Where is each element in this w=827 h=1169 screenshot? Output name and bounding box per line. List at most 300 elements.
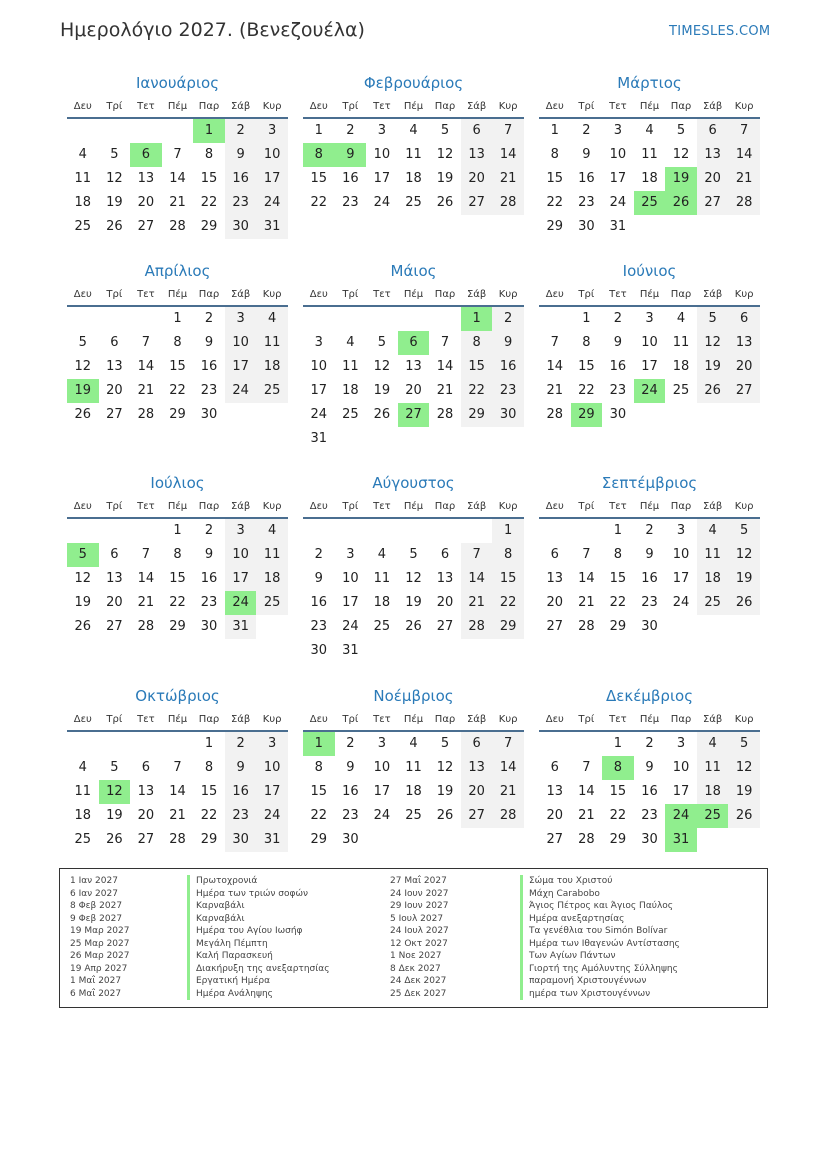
weekday-label: Παρ <box>198 714 220 725</box>
weekday-header <box>539 497 760 519</box>
day-cell: 20 <box>106 383 123 398</box>
weekday-header <box>539 285 760 307</box>
day-cell: 1 <box>613 736 623 751</box>
day-cell: 30 <box>641 619 658 634</box>
day-cell: 18 <box>256 355 288 379</box>
holiday-date: 27 Μαΐ 2027 <box>390 876 447 886</box>
day-cell: 29 <box>200 832 218 847</box>
weekday-label: Τρί <box>578 101 595 112</box>
day-cell: 12 <box>436 760 454 775</box>
day-cell: 24 <box>256 191 288 215</box>
day-cell: 28 <box>137 619 155 634</box>
day-cell: 3 <box>225 307 257 331</box>
day-cell: 21 <box>578 808 595 823</box>
day-cell: 27 <box>728 379 760 403</box>
day-cell: 20 <box>137 195 155 210</box>
day-cell: 25 <box>697 591 729 615</box>
weekday-label: Δευ <box>545 714 564 725</box>
day-cell: 10 <box>256 143 288 167</box>
day-grid <box>303 119 524 263</box>
day-cell: 3 <box>377 123 387 138</box>
day-cell: 14 <box>436 359 454 374</box>
holiday-day-cell: 27 <box>398 403 430 427</box>
holiday-day-cell: 29 <box>571 403 603 427</box>
day-cell: 11 <box>256 543 288 567</box>
holiday-day-cell: 24 <box>225 591 257 615</box>
day-cell: 24 <box>256 804 288 828</box>
day-cell: 30 <box>492 403 524 427</box>
day-cell: 19 <box>436 171 454 186</box>
holiday-name: παραμονή Χριστουγέννων <box>520 975 730 988</box>
day-cell: 5 <box>377 335 387 350</box>
day-cell: 21 <box>461 591 493 615</box>
weekday-label: Τετ <box>609 289 627 300</box>
weekday-header <box>67 285 288 307</box>
day-cell: 20 <box>436 595 454 610</box>
day-cell: 10 <box>641 335 658 350</box>
day-cell: 31 <box>609 219 627 234</box>
day-cell: 23 <box>492 379 524 403</box>
day-cell: 15 <box>609 571 627 586</box>
holiday-day-cell: 24 <box>634 379 666 403</box>
holiday-day-cell: 25 <box>634 191 666 215</box>
day-cell: 17 <box>342 595 359 610</box>
weekday-label: Παρ <box>198 289 220 300</box>
day-cell: 19 <box>697 355 729 379</box>
day-cell: 15 <box>609 784 627 799</box>
day-cell: 24 <box>373 195 391 210</box>
day-cell: 2 <box>645 523 654 538</box>
day-cell: 8 <box>550 147 559 162</box>
weekday-label: Δευ <box>545 101 564 112</box>
day-cell: 8 <box>314 760 323 775</box>
holiday-day-cell: 19 <box>665 167 697 191</box>
weekday-label: Κυρ <box>262 289 282 300</box>
day-cell: 6 <box>697 119 729 143</box>
weekday-label: Δευ <box>73 289 92 300</box>
day-cell: 28 <box>728 191 760 215</box>
day-cell: 21 <box>169 195 186 210</box>
weekday-label: Τρί <box>578 501 595 512</box>
day-cell: 27 <box>546 619 564 634</box>
day-cell: 5 <box>728 732 760 756</box>
day-cell: 15 <box>461 355 493 379</box>
weekday-label: Τρί <box>578 714 595 725</box>
day-cell: 23 <box>578 195 595 210</box>
month <box>303 472 524 663</box>
day-cell: 27 <box>106 407 123 422</box>
day-cell: 30 <box>578 219 595 234</box>
weekday-header <box>303 710 524 732</box>
holiday-date: 24 Ιουλ 2027 <box>390 926 449 936</box>
day-grid <box>303 307 524 451</box>
day-cell: 17 <box>641 359 658 374</box>
day-cell: 14 <box>137 359 155 374</box>
day-cell: 13 <box>405 359 422 374</box>
day-cell: 12 <box>74 359 92 374</box>
weekday-label: Παρ <box>198 101 220 112</box>
weekday-label: Δευ <box>73 101 92 112</box>
weekday-label: Τετ <box>609 714 627 725</box>
day-cell: 20 <box>405 383 422 398</box>
day-cell: 22 <box>609 595 627 610</box>
month-name: Μάρτιος <box>617 74 682 92</box>
day-cell: 10 <box>256 756 288 780</box>
day-cell: 16 <box>578 171 595 186</box>
day-cell: 6 <box>461 119 493 143</box>
day-cell: 17 <box>672 571 690 586</box>
weekday-label: Δευ <box>73 714 92 725</box>
day-cell: 27 <box>137 832 155 847</box>
month-name: Φεβρουάριος <box>363 74 464 92</box>
weekday-label: Κυρ <box>498 714 518 725</box>
day-cell: 5 <box>78 335 87 350</box>
day-cell: 14 <box>169 784 186 799</box>
weekday-label: Πέμ <box>167 501 188 512</box>
day-cell: 20 <box>697 167 729 191</box>
weekday-label: Παρ <box>670 289 692 300</box>
day-cell: 26 <box>405 619 422 634</box>
month-name: Απρίλιος <box>144 262 211 280</box>
holiday-date: 29 Ιουν 2027 <box>390 901 449 911</box>
day-cell: 20 <box>137 808 155 823</box>
day-cell: 21 <box>169 808 186 823</box>
holiday-name: Ημέρα των τριών σοφών <box>187 888 397 901</box>
day-cell: 7 <box>728 119 760 143</box>
holiday-date: 1 Ιαν 2027 <box>70 876 118 886</box>
holiday-name: Εργατική Ημέρα <box>187 975 397 988</box>
day-cell: 13 <box>106 359 123 374</box>
weekday-label: Τετ <box>137 501 155 512</box>
day-cell: 2 <box>582 123 591 138</box>
day-cell: 29 <box>169 619 186 634</box>
day-cell: 21 <box>546 383 564 398</box>
day-cell: 4 <box>697 519 729 543</box>
day-cell: 29 <box>461 403 493 427</box>
holiday-name: Γιορτή της Αμόλυντης Σύλληψης <box>520 963 730 976</box>
day-cell: 17 <box>225 355 257 379</box>
day-cell: 7 <box>141 547 151 562</box>
holiday-day-cell: 5 <box>67 543 99 567</box>
day-cell: 22 <box>546 195 564 210</box>
day-cell: 18 <box>342 383 359 398</box>
day-cell: 28 <box>578 619 595 634</box>
day-cell: 12 <box>74 571 92 586</box>
day-cell: 28 <box>137 407 155 422</box>
holiday-date: 6 Μαΐ 2027 <box>70 988 122 999</box>
day-cell: 7 <box>173 147 182 162</box>
day-cell: 17 <box>310 383 328 398</box>
day-cell: 12 <box>106 171 123 186</box>
day-grid <box>539 307 760 451</box>
holiday-name: Μάχη Carabobo <box>520 888 730 901</box>
day-cell: 24 <box>373 808 391 823</box>
day-cell: 16 <box>225 167 257 191</box>
holiday-date: 26 Μαρ 2027 <box>70 951 130 961</box>
weekday-label: Σάβ <box>230 101 251 112</box>
day-cell: 7 <box>141 335 151 350</box>
weekday-header <box>539 710 760 732</box>
day-cell: 2 <box>314 547 323 562</box>
day-cell: 6 <box>461 732 493 756</box>
day-cell: 3 <box>346 547 355 562</box>
weekday-label: Πέμ <box>167 101 188 112</box>
day-cell: 3 <box>314 335 323 350</box>
weekday-header <box>303 97 524 119</box>
day-cell: 28 <box>461 615 493 639</box>
day-cell: 16 <box>609 359 627 374</box>
day-cell: 30 <box>609 407 627 422</box>
day-cell: 16 <box>225 780 257 804</box>
weekday-label: Τετ <box>373 289 391 300</box>
page-title: Ημερολόγιο 2027. (Βενεζουέλα) <box>60 19 365 41</box>
day-cell: 17 <box>225 567 257 591</box>
weekday-label: Τρί <box>578 289 595 300</box>
weekday-header <box>67 710 288 732</box>
day-cell: 13 <box>137 171 155 186</box>
day-cell: 26 <box>106 832 123 847</box>
day-cell: 26 <box>74 407 92 422</box>
day-cell: 16 <box>641 571 658 586</box>
day-grid <box>67 732 288 876</box>
day-cell: 28 <box>492 191 524 215</box>
holiday-day-cell: 31 <box>665 828 697 852</box>
day-cell: 3 <box>676 736 686 751</box>
holiday-day-cell: 6 <box>398 331 430 355</box>
weekday-label: Πέμ <box>639 289 660 300</box>
weekday-label: Τρί <box>342 501 359 512</box>
day-cell: 5 <box>697 307 729 331</box>
day-cell: 4 <box>697 732 729 756</box>
day-cell: 15 <box>578 359 595 374</box>
day-cell: 6 <box>550 547 559 562</box>
day-cell: 11 <box>641 147 658 162</box>
day-cell: 22 <box>578 383 595 398</box>
day-cell: 16 <box>492 355 524 379</box>
site-link[interactable]: TIMESLES.COM <box>669 24 771 39</box>
month-name: Αύγουστος <box>372 474 455 492</box>
weekday-label: Σάβ <box>702 289 723 300</box>
day-cell: 19 <box>728 780 760 804</box>
day-cell: 2 <box>204 311 214 326</box>
day-cell: 3 <box>256 732 288 756</box>
day-cell: 9 <box>225 756 257 780</box>
holiday-day-cell: 8 <box>303 143 335 167</box>
day-cell: 25 <box>256 379 288 403</box>
weekday-label: Παρ <box>198 501 220 512</box>
day-cell: 23 <box>310 619 328 634</box>
month <box>67 472 288 663</box>
day-cell: 4 <box>256 519 288 543</box>
day-cell: 2 <box>645 736 654 751</box>
day-cell: 26 <box>436 195 454 210</box>
day-cell: 18 <box>256 567 288 591</box>
day-cell: 23 <box>225 191 257 215</box>
day-cell: 21 <box>728 167 760 191</box>
day-cell: 9 <box>204 335 214 350</box>
month <box>539 260 760 451</box>
day-cell: 5 <box>728 519 760 543</box>
holiday-day-cell: 24 <box>665 804 697 828</box>
holiday-day-cell: 6 <box>130 143 162 167</box>
weekday-label: Τρί <box>106 501 123 512</box>
day-cell: 14 <box>137 571 155 586</box>
day-cell: 11 <box>373 571 391 586</box>
holiday-day-cell: 8 <box>602 756 634 780</box>
holiday-date: 8 Φεβ 2027 <box>70 901 123 911</box>
day-cell: 8 <box>204 147 214 162</box>
day-cell: 19 <box>405 595 422 610</box>
day-cell: 12 <box>436 147 454 162</box>
day-cell: 28 <box>169 832 186 847</box>
holiday-day-cell: 25 <box>697 804 729 828</box>
day-cell: 12 <box>672 147 690 162</box>
day-cell: 19 <box>436 784 454 799</box>
day-cell: 24 <box>342 619 359 634</box>
day-cell: 4 <box>377 547 387 562</box>
holiday-day-cell: 19 <box>67 379 99 403</box>
day-cell: 17 <box>256 780 288 804</box>
day-cell: 17 <box>256 167 288 191</box>
weekday-header <box>303 285 524 307</box>
day-cell: 12 <box>728 543 760 567</box>
month-name: Μάιος <box>390 262 437 280</box>
day-cell: 20 <box>546 595 564 610</box>
day-cell: 29 <box>492 615 524 639</box>
weekday-label: Τρί <box>106 289 123 300</box>
day-cell: 13 <box>728 331 760 355</box>
day-cell: 30 <box>225 215 257 239</box>
day-cell: 12 <box>373 359 391 374</box>
day-grid <box>539 119 760 263</box>
holiday-name: Καρναβάλι <box>187 913 397 926</box>
weekday-label: Τετ <box>609 101 627 112</box>
weekday-label: Πέμ <box>639 714 660 725</box>
day-cell: 13 <box>546 784 564 799</box>
day-cell: 26 <box>74 619 92 634</box>
holiday-list <box>59 868 768 1008</box>
day-cell: 14 <box>492 756 524 780</box>
day-cell: 8 <box>204 760 214 775</box>
day-cell: 6 <box>440 547 450 562</box>
weekday-header <box>303 497 524 519</box>
holiday-name: Των Αγίων Πάντων <box>520 950 730 963</box>
day-cell: 26 <box>697 379 729 403</box>
day-cell: 31 <box>310 431 328 446</box>
weekday-header <box>67 97 288 119</box>
month-name: Οκτώβριος <box>135 687 220 705</box>
day-cell: 29 <box>609 832 627 847</box>
day-cell: 3 <box>613 123 623 138</box>
day-cell: 7 <box>461 543 493 567</box>
day-cell: 17 <box>609 171 627 186</box>
day-cell: 26 <box>373 407 391 422</box>
day-cell: 7 <box>582 547 591 562</box>
holiday-name: Μεγάλη Πέμπτη <box>187 938 397 951</box>
day-cell: 2 <box>346 123 355 138</box>
weekday-label: Πέμ <box>403 501 424 512</box>
day-cell: 10 <box>373 760 391 775</box>
day-cell: 26 <box>728 804 760 828</box>
day-cell: 13 <box>461 756 493 780</box>
day-cell: 3 <box>676 523 686 538</box>
weekday-label: Τετ <box>373 101 391 112</box>
day-cell: 22 <box>310 808 328 823</box>
day-cell: 23 <box>200 383 218 398</box>
day-cell: 18 <box>74 195 92 210</box>
holiday-names-column-2 <box>520 875 730 1000</box>
day-cell: 28 <box>169 219 186 234</box>
weekday-label: Κυρ <box>498 289 518 300</box>
day-cell: 11 <box>74 784 92 799</box>
day-cell: 19 <box>106 195 123 210</box>
weekday-label: Τετ <box>609 501 627 512</box>
day-cell: 23 <box>641 595 658 610</box>
day-cell: 14 <box>728 143 760 167</box>
day-cell: 21 <box>436 383 454 398</box>
weekday-label: Κυρ <box>734 101 754 112</box>
day-cell: 15 <box>310 784 328 799</box>
day-cell: 2 <box>346 736 355 751</box>
weekday-label: Τρί <box>342 101 359 112</box>
weekday-label: Τρί <box>106 714 123 725</box>
day-cell: 30 <box>342 832 359 847</box>
day-cell: 18 <box>405 171 422 186</box>
holiday-date: 8 Δεκ 2027 <box>390 963 441 974</box>
holiday-date: 6 Ιαν 2027 <box>70 888 118 899</box>
day-cell: 6 <box>110 335 119 350</box>
day-cell: 23 <box>225 804 257 828</box>
weekday-label: Κυρ <box>498 501 518 512</box>
day-cell: 1 <box>550 123 559 138</box>
day-cell: 20 <box>461 167 493 191</box>
day-cell: 24 <box>225 379 257 403</box>
weekday-label: Σάβ <box>230 501 251 512</box>
weekday-label: Σάβ <box>230 714 251 725</box>
day-cell: 27 <box>697 191 729 215</box>
weekday-label: Τετ <box>373 714 391 725</box>
weekday-label: Δευ <box>545 289 564 300</box>
day-cell: 9 <box>582 147 591 162</box>
day-cell: 4 <box>645 123 654 138</box>
day-cell: 7 <box>550 335 559 350</box>
day-cell: 31 <box>342 643 359 658</box>
day-cell: 11 <box>74 171 92 186</box>
day-cell: 10 <box>609 147 627 162</box>
weekday-label: Δευ <box>309 714 328 725</box>
holiday-name: Τα γενέθλια του Simón Bolívar <box>520 925 730 938</box>
day-cell: 17 <box>373 784 391 799</box>
weekday-label: Κυρ <box>498 101 518 112</box>
day-cell: 21 <box>578 595 595 610</box>
holiday-name: ημέρα των Χριστουγέννων <box>520 988 730 1001</box>
weekday-label: Πέμ <box>403 289 424 300</box>
day-cell: 20 <box>546 808 564 823</box>
day-cell: 20 <box>728 355 760 379</box>
day-cell: 21 <box>492 167 524 191</box>
day-cell: 14 <box>578 571 595 586</box>
day-cell: 18 <box>641 171 658 186</box>
day-cell: 10 <box>672 547 690 562</box>
holiday-name: Πρωτοχρονιά <box>187 875 397 888</box>
weekday-label: Δευ <box>309 101 328 112</box>
day-cell: 15 <box>169 571 186 586</box>
day-cell: 27 <box>461 804 493 828</box>
day-cell: 23 <box>609 383 627 398</box>
holiday-name: Ημέρα του Αγίου Ιωσήφ <box>187 925 397 938</box>
day-cell: 25 <box>74 832 92 847</box>
day-cell: 2 <box>204 523 214 538</box>
